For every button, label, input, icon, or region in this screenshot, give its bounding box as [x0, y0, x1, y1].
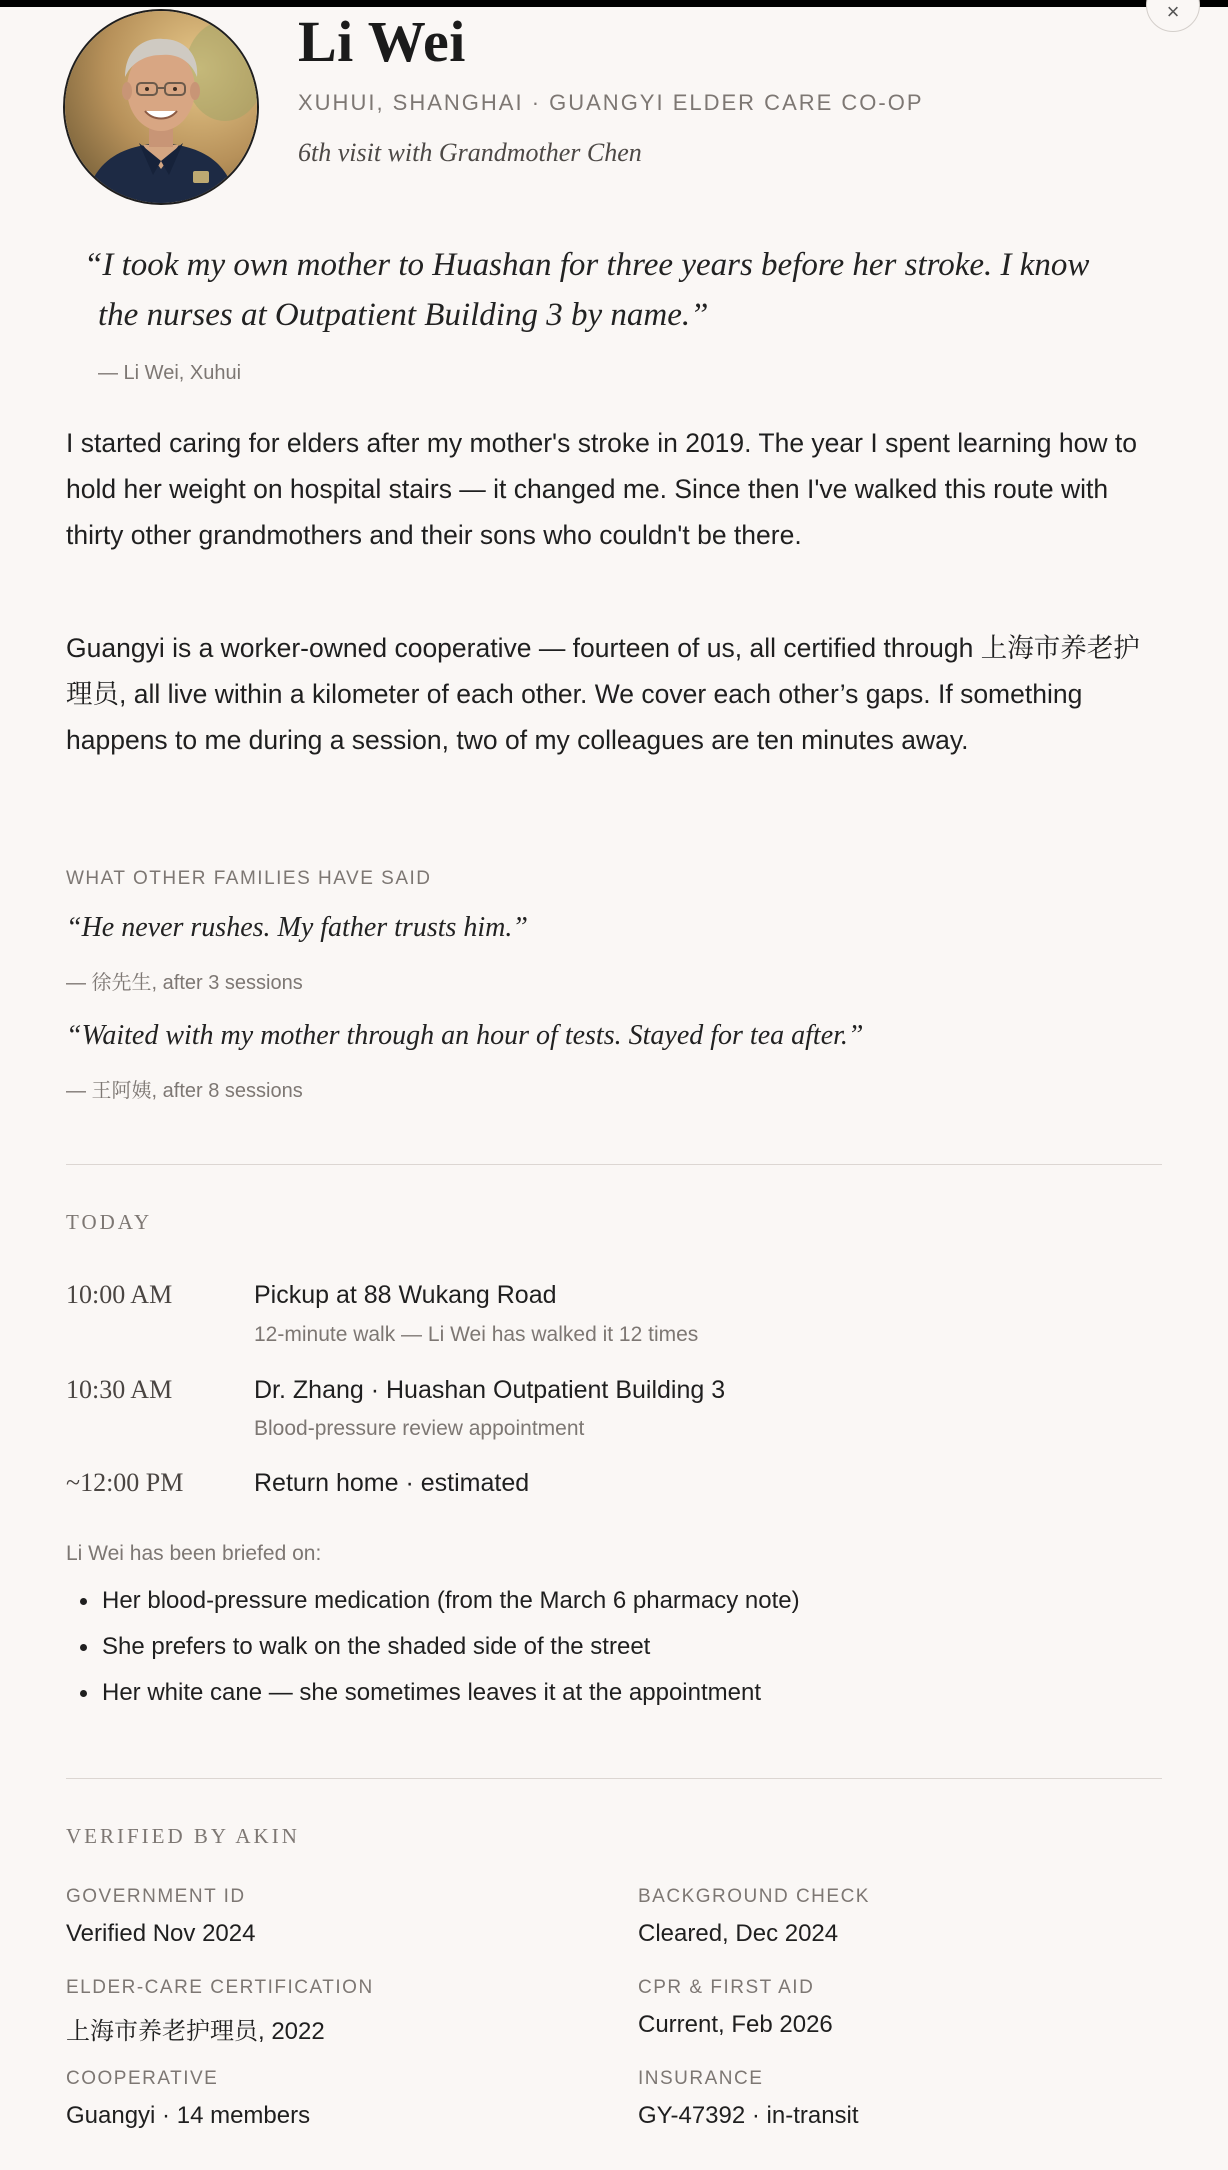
verification-label: COOPERATIVE [66, 2068, 219, 2089]
verification-label: BACKGROUND CHECK [638, 1886, 870, 1907]
caregiver-location: XUHUI, SHANGHAI · GUANGYI ELDER CARE CO-OP [298, 90, 924, 115]
visit-count-note: 6th visit with Grandmother Chen [298, 138, 642, 167]
verification-value: Guangyi · 14 members [66, 2102, 311, 2129]
close-icon: × [1166, 0, 1180, 24]
caregiver-pull-quote [84, 240, 1144, 340]
event-subtitle: Blood-pressure review appointment [254, 1417, 585, 1440]
verification-label: GOVERNMENT ID [66, 1886, 246, 1907]
briefing-list [66, 1578, 800, 1716]
caregiver-photo [65, 11, 257, 203]
briefing-item: She prefers to walk on the shaded side of the street [66, 1624, 800, 1670]
avatar [63, 9, 259, 205]
verification-label: CPR & FIRST AID [638, 1977, 815, 1998]
top-bar [0, 0, 1228, 7]
caregiver-name: Li Wei [298, 9, 466, 74]
event-time: ~12:00 PM [66, 1468, 184, 1497]
review-quote: “He never rushes. My father trusts him.” [66, 912, 528, 943]
verification-value: GY-47392 · in-transit [638, 2102, 859, 2129]
pull-quote-attribution: — Li Wei, Xuhui [98, 362, 242, 384]
pull-quote-line-2: the nurses at Outpatient Building 3 by name.” [98, 297, 709, 333]
event-title: Dr. Zhang · Huashan Outpatient Building 3 [254, 1376, 726, 1404]
reviews-heading: WHAT OTHER FAMILIES HAVE SAID [66, 868, 432, 889]
section-divider [66, 1778, 1162, 1779]
verification-label: ELDER-CARE CERTIFICATION [66, 1977, 374, 1998]
review-attribution: — 徐先生, after 3 sessions [66, 972, 303, 994]
event-title: Pickup at 88 Wukang Road [254, 1281, 557, 1309]
verification-value: Cleared, Dec 2024 [638, 1920, 839, 1947]
verification-value: Verified Nov 2024 [66, 1920, 256, 1947]
event-subtitle: 12-minute walk — Li Wei has walked it 12 times [254, 1323, 699, 1346]
verification-heading: VERIFIED BY AKIN [66, 1824, 300, 1848]
briefing-intro: Li Wei has been briefed on: [66, 1542, 322, 1565]
review-quote: “Waited with my mother through an hour of tests. Stayed for tea after.” [66, 1020, 864, 1051]
close-button[interactable] [1146, 0, 1200, 32]
briefing-item: Her blood-pressure medication (from the March 6 pharmacy note) [66, 1578, 800, 1624]
section-divider [66, 1164, 1162, 1165]
pull-quote-line-1: “I took my own mother to Huashan for three years before her stroke. I know [84, 247, 1090, 283]
today-heading: TODAY [66, 1210, 153, 1234]
review-attribution: — 王阿姨, after 8 sessions [66, 1080, 303, 1102]
briefing-item: Her white cane — she sometimes leaves it at the appointment [66, 1670, 800, 1716]
event-title: Return home · estimated [254, 1469, 530, 1497]
event-time: 10:00 AM [66, 1280, 173, 1309]
verification-value: 上海市养老护理员, 2022 [66, 2018, 325, 2045]
bio-paragraph-1: I started caring for elders after my mother's stroke in 2019. The year I spent learning how to hold her weight on hospital stairs — it changed me. Since then I've walked this route with thirty other grandmothers and their sons who couldn't be there. [66, 428, 1137, 550]
bio-paragraph-2: Guangyi is a worker-owned cooperative — fourteen of us, all certified through 上海市养老护理员, all live within a kilometer of each other. We cover each other’s gaps. If something happens to me during a session, two of my colleagues are ten minutes away. [66, 633, 1140, 755]
event-time: 10:30 AM [66, 1375, 173, 1404]
verification-value: Current, Feb 2026 [638, 2011, 833, 2038]
verification-label: INSURANCE [638, 2068, 764, 2089]
